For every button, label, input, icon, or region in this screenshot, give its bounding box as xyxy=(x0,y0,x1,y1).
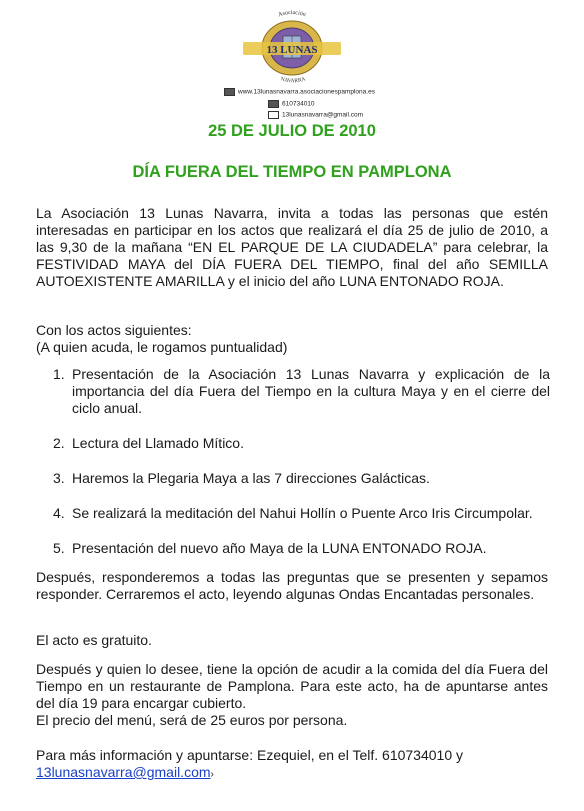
contact-email-text: 13lunasnavarra@gmail.com xyxy=(282,111,364,119)
contact-web xyxy=(224,88,375,96)
free-paragraph: El acto es gratuito. xyxy=(36,632,152,648)
contact-phone xyxy=(268,100,315,108)
header-logo-block xyxy=(212,6,375,122)
price-text: El precio del menú, será de 25 euros por persona. xyxy=(36,712,348,728)
list-item: 5. Presentación del nuevo año Maya de la LUNA ENTONADO ROJA. xyxy=(53,540,487,556)
logo-bottom-text: NAVARRA xyxy=(279,76,307,85)
contact-phone-text: 610734010 xyxy=(282,100,315,108)
info-paragraph: Para más información y apuntarse: Ezequiel, en el Telf. 610734010 y 13lunasnavarra@gmail.com› xyxy=(36,747,463,780)
meal-text: Después y quien lo desee, tiene la opción de acudir a la comida del día Fuera del Tiempo en un restaurante de Pamplona. Para este acto, ha de apuntarse antes del día 19 para encargar cubierto. xyxy=(36,661,548,711)
phone-icon xyxy=(268,100,279,108)
logo-main-text: 13 LUNAS xyxy=(266,44,318,56)
info-email-link[interactable]: 13lunasnavarra@gmail.com xyxy=(36,764,211,780)
info-text: Para más información y apuntarse: Ezequiel, en el Telf. 610734010 y xyxy=(36,747,463,763)
list-item: 3. Haremos la Plegaria Maya a las 7 direcciones Galácticas. xyxy=(53,470,430,486)
contact-web-text: www.13lunasnavarra.asociacionespamplona.es xyxy=(238,88,375,96)
acts-heading-text: Con los actos siguientes: xyxy=(36,322,192,338)
computer-icon xyxy=(224,88,235,96)
list-item: 4. Se realizará la meditación del Nahui Hollín o Puente Arco Iris Circumpolar. xyxy=(53,505,533,521)
date-title: 25 DE JULIO DE 2010 xyxy=(208,122,376,140)
after-paragraph: Después, responderemos a todas las preguntas que se presenten y sepamos responder. Cerraremos el acto, leyendo algunas Ondas Encantadas personales. xyxy=(36,569,548,602)
list-item: 1. Presentación de la Asociación 13 Lunas Navarra y explicación de la importancia del día Fuera del Tiempo en la cultura Maya y en el cierre del ciclo anual. xyxy=(53,366,550,416)
acts-list xyxy=(36,366,550,557)
intro-paragraph: La Asociación 13 Lunas Navarra, invita a todas las personas que estén interesadas en participar en los actos que realizará el día 25 de julio de 2010, a las 9,30 de la mañana “EN EL PARQUE DE LA CIUDADELA” para celebrar, la FESTIVIDAD MAYA del DÍA FUERA DEL TIEMPO, final del año SEMILLA AUTOEXISTENTE AMARILLA y el inicio del año LUNA ENTONADO ROJA. xyxy=(36,205,548,289)
contact-email xyxy=(268,111,363,119)
logo-emblem xyxy=(239,6,344,86)
acts-heading xyxy=(36,322,548,356)
event-title: DÍA FUERA DEL TIEMPO EN PAMPLONA xyxy=(132,163,452,181)
envelope-icon xyxy=(268,111,279,119)
meal-paragraph xyxy=(36,661,548,729)
svg-text:NAVARRA xyxy=(280,76,307,84)
acts-note-text: (A quien acuda, le rogamos puntualidad) xyxy=(36,339,288,355)
list-item: 2. Lectura del Llamado Mítico. xyxy=(53,435,244,451)
svg-text:Asociación xyxy=(278,10,307,18)
logo-top-text: Asociación xyxy=(277,9,307,19)
